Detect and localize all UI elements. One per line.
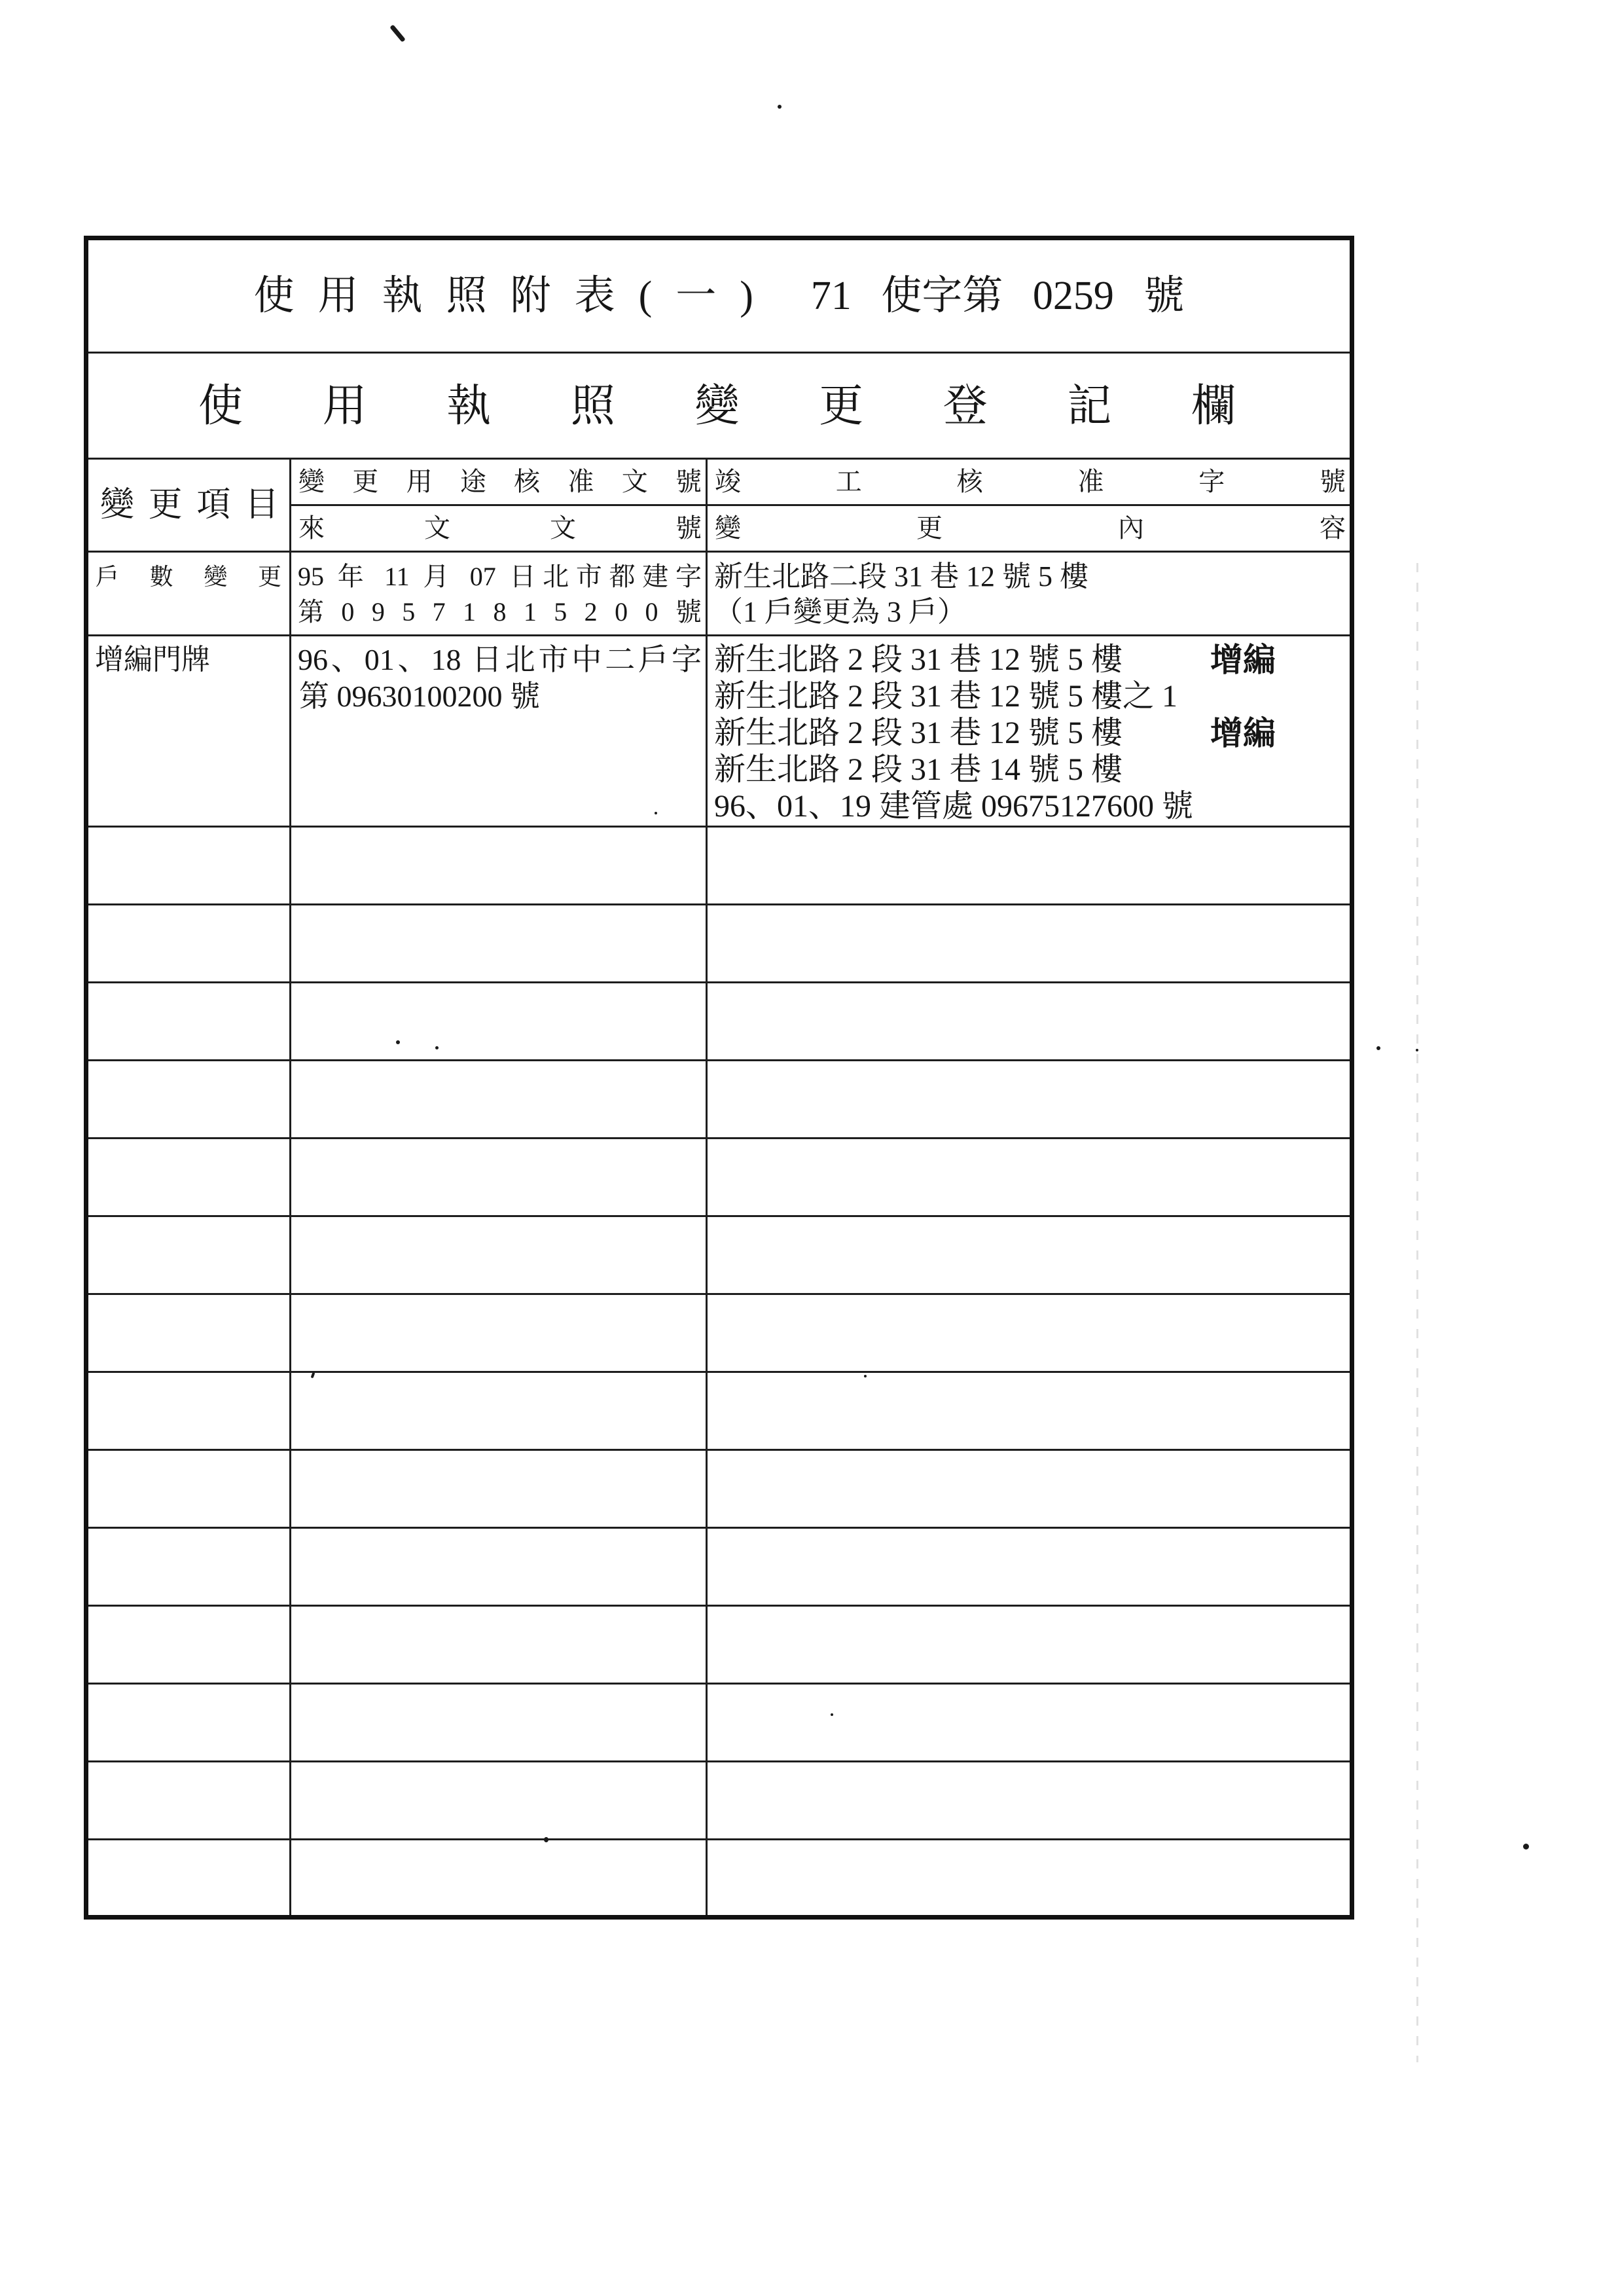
glyph: 變	[100, 486, 135, 524]
glyph: 竣	[715, 467, 741, 496]
glyph: 2	[584, 597, 598, 627]
glyph: 欄	[1191, 380, 1236, 431]
content-note: 增編	[1210, 715, 1276, 752]
glyph: 目	[244, 486, 279, 524]
glyph: 更	[352, 467, 379, 496]
blank-content-cell	[707, 1528, 1352, 1606]
document-title: 使用執照附表(一)	[253, 274, 777, 318]
glyph: 8	[493, 597, 507, 627]
blank-doc-cell	[291, 1372, 707, 1450]
scan-speck	[1416, 1049, 1418, 1051]
glyph: 使	[198, 380, 243, 431]
content-line	[714, 559, 1350, 594]
title-row	[86, 238, 1352, 353]
doc-line: 第 09630100200 號	[299, 680, 540, 713]
blank-row	[86, 1216, 1352, 1294]
glyph: 更	[819, 380, 864, 431]
blank-content-cell	[707, 827, 1352, 905]
header-source-doc-cell	[291, 505, 707, 552]
blank-content-cell	[707, 1061, 1352, 1139]
blank-item-cell	[86, 1450, 291, 1528]
header-completion-label	[708, 469, 1350, 495]
content-text: 新生北路 2 段 31 巷 12 號 5 樓	[714, 642, 1123, 677]
scan-speck	[778, 105, 782, 109]
blank-doc-cell	[291, 1528, 707, 1606]
glyph: 字	[1198, 467, 1225, 496]
glyph: 執	[446, 380, 492, 431]
blank-item-cell	[86, 983, 291, 1061]
scan-speck	[396, 1040, 400, 1044]
header-source-doc-label	[291, 515, 706, 541]
blank-item-cell	[86, 1216, 291, 1294]
header-approval-cell	[291, 459, 707, 505]
glyph: 0	[341, 597, 355, 627]
register-subtitle	[88, 380, 1350, 431]
doc-line: 95 年 11 月 07 日北市都建字	[298, 562, 702, 591]
blank-item-cell	[86, 1762, 291, 1840]
glyph: 核	[956, 467, 983, 496]
content-text: 新生北路二段 31 巷 12 號 5 樓	[714, 560, 1088, 592]
glyph: 更	[257, 564, 281, 590]
entry-item-cell	[86, 552, 291, 636]
glyph: 途	[459, 467, 486, 496]
header-row-top	[86, 459, 1352, 505]
subtitle-row	[86, 353, 1352, 459]
license-number: 71 使字第 0259 號	[810, 274, 1185, 318]
entry-row	[86, 552, 1352, 636]
content-text: 96、01、19 建管處 09675127600 號	[714, 789, 1194, 824]
title-cell	[86, 238, 1352, 353]
blank-item-cell	[86, 1294, 291, 1372]
glyph: 記	[1067, 380, 1112, 431]
blank-doc-cell	[291, 1061, 707, 1139]
glyph: 文	[621, 467, 648, 496]
glyph: 變	[715, 513, 741, 543]
header-content-label	[708, 515, 1350, 541]
blank-content-cell	[707, 1840, 1352, 1918]
blank-doc-cell	[291, 1762, 707, 1840]
blank-content-cell	[707, 1372, 1352, 1450]
glyph: 容	[1320, 513, 1346, 543]
scan-speck	[544, 1837, 548, 1842]
blank-row	[86, 1684, 1352, 1762]
table-body	[86, 238, 1352, 1918]
blank-item-cell	[86, 1139, 291, 1216]
glyph: 准	[567, 467, 594, 496]
blank-content-cell	[707, 1684, 1352, 1762]
glyph: 文	[550, 513, 576, 543]
glyph: 9	[371, 597, 385, 627]
subtitle-cell	[86, 353, 1352, 459]
content-text: （1 戶變更為 3 戶）	[714, 596, 966, 628]
scan-speck	[435, 1046, 439, 1049]
glyph: 變	[694, 380, 740, 431]
blank-row	[86, 1840, 1352, 1918]
blank-row	[86, 1294, 1352, 1372]
entry-content-cell	[707, 552, 1352, 636]
glyph: 文	[424, 513, 450, 543]
content-text: 新生北路 2 段 31 巷 12 號 5 樓	[714, 716, 1123, 750]
scan-edge-line	[1416, 563, 1418, 2062]
doc-line: 96、01、18 日北市中二戶字	[298, 643, 702, 676]
blank-doc-cell	[291, 1684, 707, 1762]
glyph: 5	[554, 597, 567, 627]
blank-item-cell	[86, 905, 291, 983]
glyph: 項	[196, 486, 231, 524]
glyph: 號	[675, 513, 702, 543]
blank-content-cell	[707, 983, 1352, 1061]
content-line	[714, 642, 1350, 678]
glyph: 變	[204, 564, 228, 590]
glyph: 0	[645, 597, 658, 627]
scan-tick-mark	[389, 24, 406, 42]
entry-doc-cell	[291, 552, 707, 636]
glyph: 核	[514, 467, 541, 496]
header-item-cell	[86, 459, 291, 552]
entry-item: 增編門牌	[95, 644, 210, 676]
glyph: 更	[916, 513, 943, 543]
glyph: 1	[523, 597, 537, 627]
blank-item-cell	[86, 1840, 291, 1918]
scan-speck	[831, 1713, 833, 1716]
glyph: 號	[1319, 467, 1346, 496]
entry-item-cell	[86, 636, 291, 827]
entry-content-cell	[707, 636, 1352, 827]
blank-content-cell	[707, 1294, 1352, 1372]
register-sheet	[84, 236, 1350, 1920]
content-line	[714, 594, 1350, 630]
blank-content-cell	[707, 1139, 1352, 1216]
glyph: 用	[322, 380, 367, 431]
content-line	[714, 788, 1350, 825]
glyph: 第	[298, 597, 324, 627]
blank-doc-cell	[291, 1840, 707, 1918]
blank-row	[86, 1762, 1352, 1840]
blank-item-cell	[86, 1528, 291, 1606]
blank-content-cell	[707, 905, 1352, 983]
blank-row	[86, 983, 1352, 1061]
glyph: 更	[148, 486, 183, 524]
glyph: 來	[298, 513, 325, 543]
glyph: 工	[835, 467, 862, 496]
entry-doc-cell	[291, 636, 707, 827]
blank-item-cell	[86, 827, 291, 905]
blank-doc-cell	[291, 905, 707, 983]
blank-content-cell	[707, 1606, 1352, 1684]
content-note: 增編	[1210, 642, 1276, 678]
glyph: 用	[406, 467, 433, 496]
blank-content-cell	[707, 1450, 1352, 1528]
glyph: 戶	[96, 564, 120, 590]
blank-row	[86, 827, 1352, 905]
glyph: 號	[675, 597, 702, 627]
content-line	[714, 715, 1350, 752]
blank-row	[86, 1061, 1352, 1139]
doc-line	[291, 594, 706, 630]
blank-item-cell	[86, 1372, 291, 1450]
blank-doc-cell	[291, 1139, 707, 1216]
blank-doc-cell	[291, 1606, 707, 1684]
entry-item	[88, 559, 289, 594]
entry-row	[86, 636, 1352, 827]
blank-content-cell	[707, 1216, 1352, 1294]
header-completion-cell	[707, 459, 1352, 505]
glyph: 變	[298, 467, 325, 496]
change-register-table	[84, 236, 1354, 1920]
blank-row	[86, 1450, 1352, 1528]
content-text: 新生北路 2 段 31 巷 12 號 5 樓之 1	[714, 679, 1178, 714]
glyph: 號	[675, 467, 702, 496]
header-item-label	[88, 488, 289, 522]
glyph: 照	[570, 380, 615, 431]
header-content-cell	[707, 505, 1352, 552]
blank-item-cell	[86, 1061, 291, 1139]
glyph: 0	[615, 597, 628, 627]
glyph: 准	[1077, 467, 1104, 496]
blank-row	[86, 1606, 1352, 1684]
content-text: 新生北路 2 段 31 巷 14 號 5 樓	[714, 752, 1123, 787]
scan-speck	[655, 812, 657, 814]
blank-item-cell	[86, 1684, 291, 1762]
blank-doc-cell	[291, 983, 707, 1061]
header-approval-label	[291, 469, 706, 495]
blank-doc-cell	[291, 1450, 707, 1528]
scan-speck	[1376, 1046, 1380, 1050]
glyph: 登	[943, 380, 988, 431]
blank-doc-cell	[291, 1216, 707, 1294]
blank-row	[86, 1528, 1352, 1606]
blank-item-cell	[86, 1606, 291, 1684]
glyph: 5	[402, 597, 416, 627]
scan-speck	[864, 1375, 867, 1377]
content-line	[714, 678, 1350, 715]
glyph: 7	[432, 597, 446, 627]
blank-doc-cell	[291, 1294, 707, 1372]
blank-content-cell	[707, 1762, 1352, 1840]
glyph: 內	[1118, 513, 1144, 543]
blank-row	[86, 905, 1352, 983]
scan-speck	[1523, 1844, 1529, 1850]
blank-row	[86, 1139, 1352, 1216]
blank-doc-cell	[291, 827, 707, 905]
content-line	[714, 752, 1350, 788]
blank-row	[86, 1372, 1352, 1450]
glyph: 1	[463, 597, 476, 627]
glyph: 數	[149, 564, 173, 590]
